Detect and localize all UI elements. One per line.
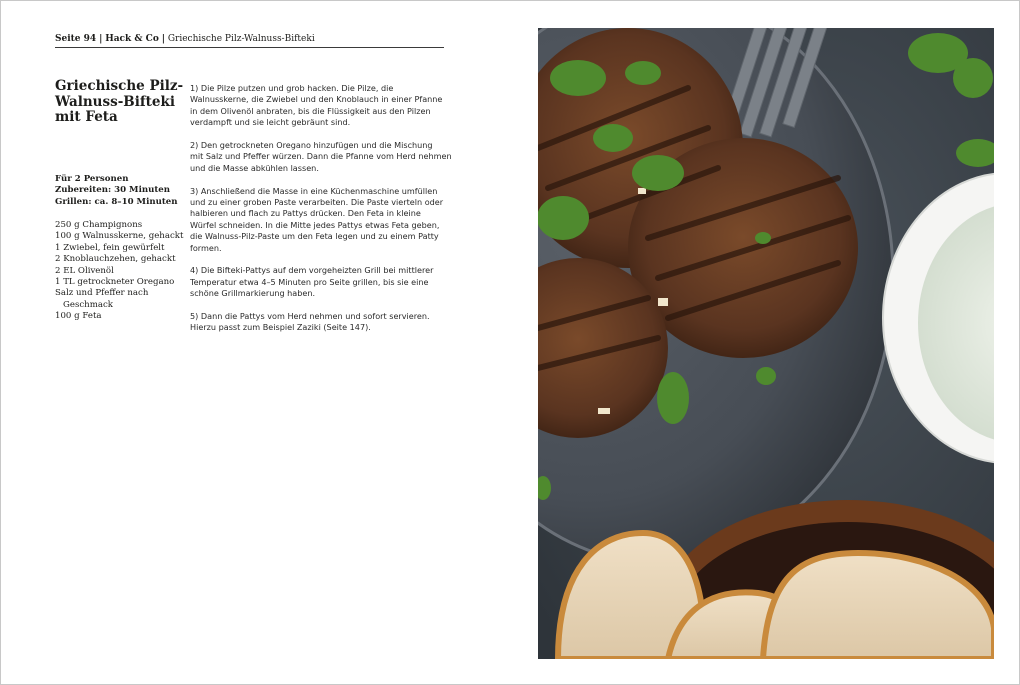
chapter-name: Hack & Co xyxy=(105,34,159,44)
step-line: formen. xyxy=(190,242,222,253)
ingredient: 100 g Walnusskerne, gehackt xyxy=(55,231,184,242)
step-line: schöne Grillmarkierung haben. xyxy=(190,288,316,299)
step-1 xyxy=(190,83,452,129)
ingredient: Salz und Pfeffer nach xyxy=(55,288,149,299)
step-3 xyxy=(190,186,452,254)
step-line: 4) Die Bifteki-Pattys auf dem vorgeheizten Grill bei mittlerer xyxy=(190,265,434,276)
step-line: Walnusskerne, die Zwiebel und den Knoblauch in einer Pfanne xyxy=(190,94,443,105)
prep-time: Zubereiten: 30 Minuten xyxy=(55,185,171,196)
step-line: mit Salz und Pfeffer würzen. Dann die Pfanne vom Herd nehmen xyxy=(190,151,452,162)
step-line: verdampft und sie leicht gebräunt sind. xyxy=(190,117,351,128)
step-line: Hierzu passt zum Beispiel Zaziki (Seite 147). xyxy=(190,322,371,333)
running-head xyxy=(55,34,444,45)
step-line: die Walnuss-Pilz-Paste um den Feta legen und zu einem Patty xyxy=(190,231,439,242)
title-line: Walnuss-Bifteki xyxy=(55,93,175,110)
page-number: Seite 94 xyxy=(55,34,97,44)
step-line: Würfel schneiden. In die Mitte jedes Pattys etwas Feta geben, xyxy=(190,219,440,230)
title-line: Griechische Pilz- xyxy=(55,78,184,94)
food-photo xyxy=(538,28,994,659)
separator: | xyxy=(161,34,165,44)
ingredient: 1 Zwiebel, fein gewürfelt xyxy=(55,242,165,253)
step-4 xyxy=(190,265,452,299)
step-5 xyxy=(190,311,452,334)
ingredient: 2 Knoblauchzehen, gehackt xyxy=(55,254,176,265)
ingredient-list xyxy=(55,220,185,323)
ingredient: 1 TL getrockneter Oregano xyxy=(55,277,175,288)
recipe-meta xyxy=(55,174,185,208)
ingredient: 2 EL Olivenöl xyxy=(55,265,114,276)
ingredient-continuation: Geschmack xyxy=(63,299,114,310)
step-line: 1) Die Pilze putzen und grob hacken. Die Pilze, die xyxy=(190,83,394,93)
grill-time: Grillen: ca. 8–10 Minuten xyxy=(55,196,178,207)
ingredient: 100 g Feta xyxy=(55,311,102,322)
step-2 xyxy=(190,140,452,174)
step-line: halbieren und flach zu Pattys drücken. Den Feta in kleine xyxy=(190,208,421,219)
step-line: 2) Den getrockneten Oregano hinzufügen und die Mischung xyxy=(190,140,433,151)
step-line: Temperatur etwa 4–5 Minuten pro Seite grillen, bis sie eine xyxy=(190,276,429,287)
header-rule xyxy=(55,47,444,48)
recipe-name: Griechische Pilz-Walnuss-Bifteki xyxy=(167,34,315,44)
step-line: in dem Olivenöl anbraten, bis die Flüssigkeit aus den Pilzen xyxy=(190,105,431,116)
step-line: 3) Anschließend die Masse in eine Küchenmaschine umfüllen xyxy=(190,185,438,196)
title-line: mit Feta xyxy=(55,109,118,125)
step-line: und die Masse abkühlen lassen. xyxy=(190,162,319,173)
step-line: 5) Dann die Pattys vom Herd nehmen und sofort servieren. xyxy=(190,311,430,322)
separator: | xyxy=(99,34,103,44)
ingredient: 250 g Champignons xyxy=(55,220,143,230)
step-line: und zu einer groben Paste verarbeiten. Die Paste vierteln oder xyxy=(190,197,444,208)
recipe-title xyxy=(55,79,185,126)
instructions xyxy=(190,83,452,345)
servings: Für 2 Personen xyxy=(55,174,129,184)
